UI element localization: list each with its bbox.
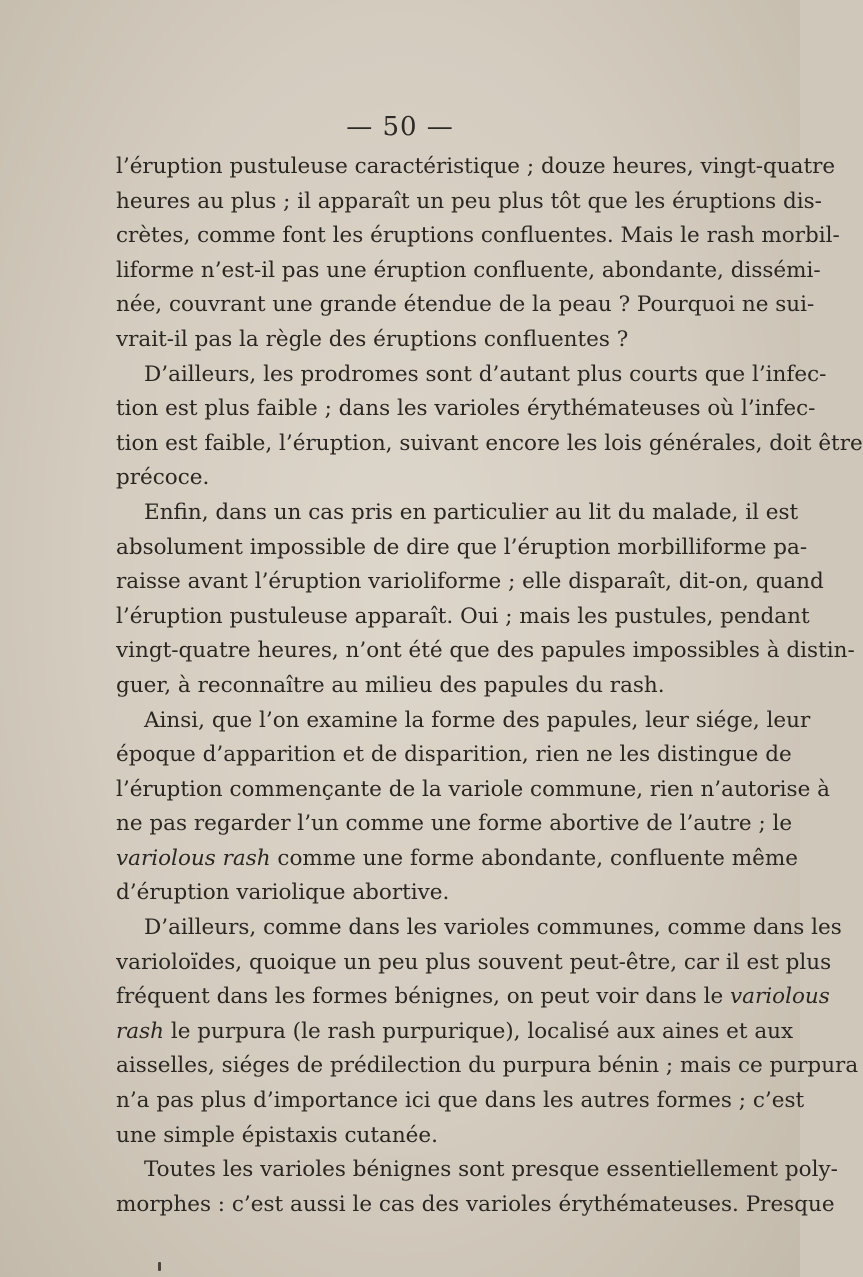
- text-segment: vingt-quatre heures, n’ont été que des papules impossibles à distin-: [116, 638, 855, 664]
- text-segment: Ainsi, que l’on examine la forme des papules, leur siége, leur: [144, 707, 811, 733]
- text-line: [116, 1119, 776, 1154]
- page-number: — 50 —: [346, 112, 454, 142]
- text-line: [116, 704, 811, 739]
- text-line: [116, 427, 863, 462]
- text-segment: D’ailleurs, les prodromes sont d’autant plus courts que l’infec-: [144, 361, 827, 387]
- text-segment: vrait-il pas la règle des éruptions confluentes ?: [116, 326, 629, 352]
- text-line: [116, 254, 821, 289]
- text-line: [116, 565, 824, 600]
- text-segment: Toutes les varioles bénignes sont presque essentiellement poly-: [144, 1157, 838, 1183]
- text-segment: guer, à reconnaître au milieu des papules du rash.: [116, 672, 665, 698]
- text-line: [116, 185, 822, 220]
- text-segment: D’ailleurs, comme dans les varioles communes, comme dans les: [144, 915, 842, 941]
- text-segment: varioloïdes, quoique un peu plus souvent peut-être, car il est plus: [116, 949, 832, 975]
- text-segment: Enfin, dans un cas pris en particulier au lit du malade, il est: [144, 499, 799, 525]
- text-line: [116, 842, 798, 877]
- text-line: [116, 634, 855, 669]
- text-line: [116, 946, 832, 981]
- text-segment: l’éruption pustuleuse apparaît. Oui ; mais les pustules, pendant: [116, 603, 810, 629]
- text-segment: l’éruption commençante de la variole commune, rien n’autorise à: [116, 776, 830, 802]
- text-segment: aisselles, siéges de prédilection du purpura bénin ; mais ce purpura: [116, 1053, 859, 1079]
- text-line: [116, 531, 808, 566]
- text-line: [116, 773, 830, 808]
- text-segment: n’a pas plus d’importance ici que dans les autres formes ; c’est: [116, 1088, 805, 1114]
- text-segment: morphes : c’est aussi le cas des varioles érythémateuses. Presque: [116, 1191, 835, 1217]
- text-segment: comme une forme abondante, confluente même: [270, 845, 798, 871]
- text-segment: tion est plus faible ; dans les varioles érythémateuses où l’infec-: [116, 396, 816, 422]
- italic-text: rash: [116, 1018, 164, 1044]
- text-line: [116, 1084, 805, 1119]
- text-line: [116, 669, 776, 704]
- text-line: [116, 980, 830, 1015]
- text-line: [116, 150, 836, 185]
- ink-speck: [158, 1262, 161, 1271]
- text-line: [116, 392, 816, 427]
- text-segment: le purpura (le rash purpurique), localisé aux aines et aux: [163, 1018, 794, 1044]
- text-line: [116, 1153, 838, 1188]
- text-segment: précoce.: [116, 465, 210, 491]
- text-segment: née, couvrant une grande étendue de la peau ? Pourquoi ne sui-: [116, 292, 815, 318]
- text-line: [116, 461, 776, 496]
- text-line: [116, 911, 842, 946]
- text-line: [116, 876, 776, 911]
- italic-text: variolous rash: [116, 845, 271, 871]
- text-line: [116, 496, 799, 531]
- text-segment: ne pas regarder l’un comme une forme abortive de l’autre ; le: [116, 811, 793, 837]
- text-segment: crètes, comme font les éruptions confluentes. Mais le rash morbil-: [116, 223, 840, 249]
- body-text: [116, 150, 863, 1222]
- text-line: [116, 288, 815, 323]
- text-line: [116, 1015, 794, 1050]
- text-segment: absolument impossible de dire que l’éruption morbilliforme pa-: [116, 534, 808, 560]
- text-segment: époque d’apparition et de disparition, rien ne les distingue de: [116, 742, 792, 768]
- text-line: [116, 1049, 859, 1084]
- text-segment: tion est faible, l’éruption, suivant encore les lois générales, doit être: [116, 430, 863, 456]
- text-segment: heures au plus ; il apparaît un peu plus tôt que les éruptions dis-: [116, 188, 822, 214]
- text-line: [116, 219, 840, 254]
- text-segment: liforme n’est-il pas une éruption confluente, abondante, dissémi-: [116, 257, 821, 283]
- text-segment: l’éruption pustuleuse caractéristique ; douze heures, vingt-quatre: [116, 154, 836, 179]
- text-segment: raisse avant l’éruption varioliforme ; elle disparaît, dit-on, quand: [116, 569, 824, 595]
- text-line: [116, 738, 792, 773]
- text-segment: fréquent dans les formes bénignes, on peut voir dans le: [116, 984, 731, 1010]
- text-line: [116, 807, 793, 842]
- text-line: [116, 1188, 835, 1223]
- italic-text: variolous: [730, 984, 830, 1010]
- text-line: [116, 358, 827, 393]
- text-line: [116, 323, 776, 358]
- text-line: [116, 600, 810, 635]
- text-segment: d’éruption variolique abortive.: [116, 880, 450, 906]
- text-segment: une simple épistaxis cutanée.: [116, 1122, 438, 1148]
